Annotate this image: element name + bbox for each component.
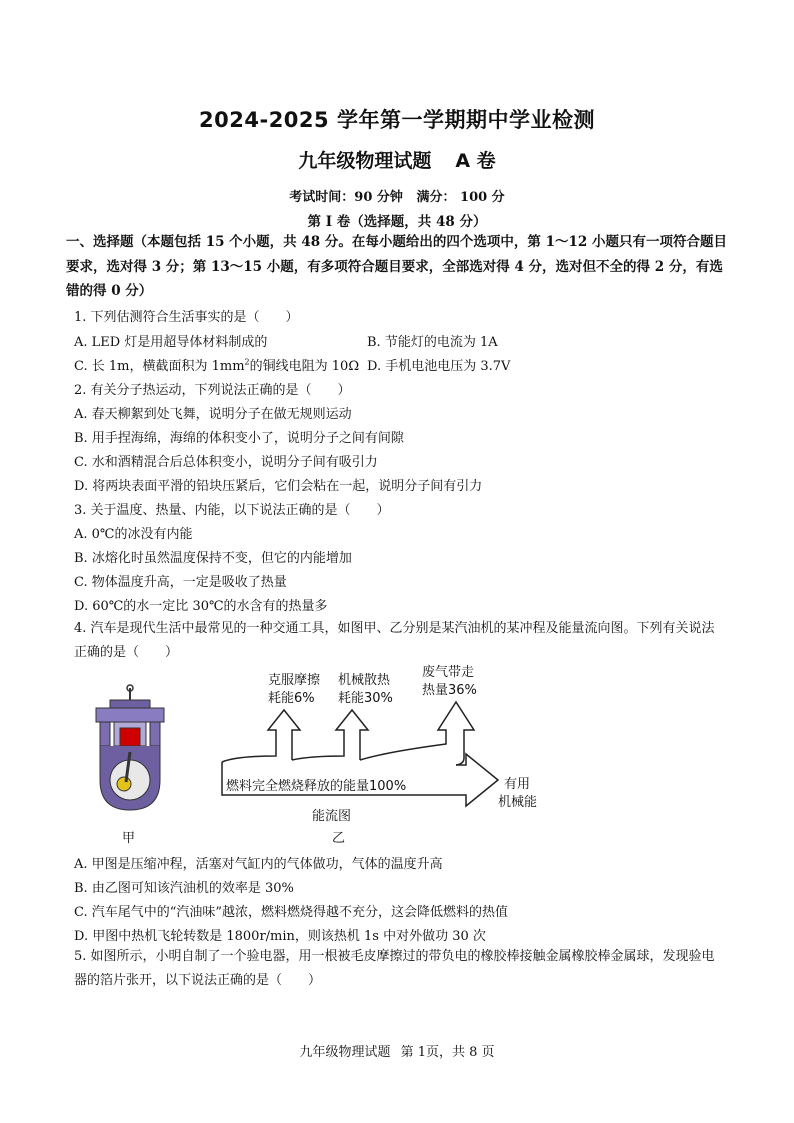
q4-option-a: A. 甲图是压缩冲程，活塞对气缸内的气体做功，气体的温度升高 xyxy=(74,857,443,872)
engine-diagram xyxy=(96,685,164,810)
q2-option-d: D. 将两块表面平滑的铅块压紧后，它们会粘在一起，说明分子间有引力 xyxy=(74,479,483,494)
q2-option-b: B. 用手捏海绵，海绵的体积变小了，说明分子之间有间隙 xyxy=(74,431,404,446)
q2-option-c: C. 水和酒精混合后总体积变小，说明分子间有吸引力 xyxy=(74,455,378,470)
section-title: 第 I 卷（选择题，共 48 分） xyxy=(307,214,487,230)
useful-label-line2: 机械能 xyxy=(498,795,538,810)
exhaust-label-line2: 热量36% xyxy=(422,683,477,698)
footer-subject: 九年级物理试题 xyxy=(299,1045,391,1060)
flow-chart-label: 能流图 xyxy=(312,809,352,824)
figure-label-yi: 乙 xyxy=(332,831,346,846)
useful-label-line1: 有用 xyxy=(504,777,531,792)
q1-stem: 1. 下列估测符合生活事实的是（ ） xyxy=(74,310,299,325)
exhaust-label-line1: 废气带走 xyxy=(422,665,475,680)
exam-title: 2024-2025 学年第一学期期中学业检测 xyxy=(199,108,595,132)
q3-option-b: B. 冰熔化时虽然温度保持不变，但它的内能增加 xyxy=(74,551,352,566)
paper-version: A 卷 xyxy=(455,150,496,172)
q1-option-c-text: C. 长 1m，横截面积为 1mm xyxy=(74,359,245,374)
q4-option-b: B. 由乙图可知该汽油机的效率是 30% xyxy=(74,881,294,896)
q3-option-c: C. 物体温度升高，一定是吸收了热量 xyxy=(74,575,287,590)
q4-stem: 4. 汽车是现代生活中最常见的一种交通工具，如图甲、乙分别是某汽油机的某冲程及能量流向图。下列有关说法正确的是（ ） xyxy=(74,621,715,660)
q1-option-c-text-end: 的铜线电阻为 10Ω xyxy=(249,359,360,374)
grade-subject: 九年级物理试题 xyxy=(298,150,432,172)
q4-figure xyxy=(86,660,538,850)
q2-stem: 2. 有关分子热运动，下列说法正确的是（ ） xyxy=(74,383,351,398)
heat-label-line2: 耗能30% xyxy=(338,691,393,706)
q1-option-c-superscript: 2 xyxy=(244,357,250,367)
heat-label-line1: 机械散热 xyxy=(338,673,391,688)
q4-option-c: C. 汽车尾气中的“汽油味”越浓，燃料燃烧得越不充分，这会降低燃料的热值 xyxy=(74,905,509,920)
q1-option-a: A. LED 灯是用超导体材料制成的 xyxy=(74,335,268,350)
q3-option-a: A. 0℃的冰没有内能 xyxy=(74,527,193,542)
exam-meta: 考试时间：90 分钟 满分： 100 分 xyxy=(289,190,505,205)
q1-option-b: B. 节能灯的电流为 1A xyxy=(367,335,498,350)
friction-label-line1: 克服摩擦 xyxy=(268,673,321,688)
q3-option-d: D. 60℃的水一定比 30℃的水含有的热量多 xyxy=(74,599,328,614)
q5-stem: 5. 如图所示，小明自制了一个验电器，用一根被毛皮摩擦过的带负电的橡胶棒接触金属橡胶棒金属球，发现验电器的箔片张开，以下说法正确的是（ ） xyxy=(74,949,715,988)
friction-label-line2: 耗能6% xyxy=(268,691,315,706)
q1-option-c xyxy=(74,355,359,374)
section-instructions: 一、选择题（本题包括 15 个小题，共 48 分。在每小题给出的四个选项中，第 1～12 小题只有一项符合题目要求，选对得 3 分；第 13～15 小题，有多项符合题目要求，全部选对得 4 分，选对但不全的得 2 分，有选错的得 0 分） xyxy=(66,234,727,299)
fuel-energy-label: 燃料完全燃烧释放的能量100% xyxy=(226,779,407,794)
page-footer xyxy=(0,1041,794,1060)
exam-subtitle xyxy=(0,146,794,173)
q4-option-d: D. 甲图中热机飞轮转数是 1800r/min，则该热机 1s 中对外做功 30 次 xyxy=(74,929,486,944)
figure-label-jia: 甲 xyxy=(122,831,136,846)
q1-option-d: D. 手机电池电压为 3.7V xyxy=(367,359,511,374)
q2-option-a: A. 春天柳絮到处飞舞，说明分子在做无规则运动 xyxy=(74,407,352,422)
q3-stem: 3. 关于温度、热量、内能，以下说法正确的是（ ） xyxy=(74,503,390,518)
footer-page-number: 第 1页，共 8 页 xyxy=(400,1045,495,1060)
